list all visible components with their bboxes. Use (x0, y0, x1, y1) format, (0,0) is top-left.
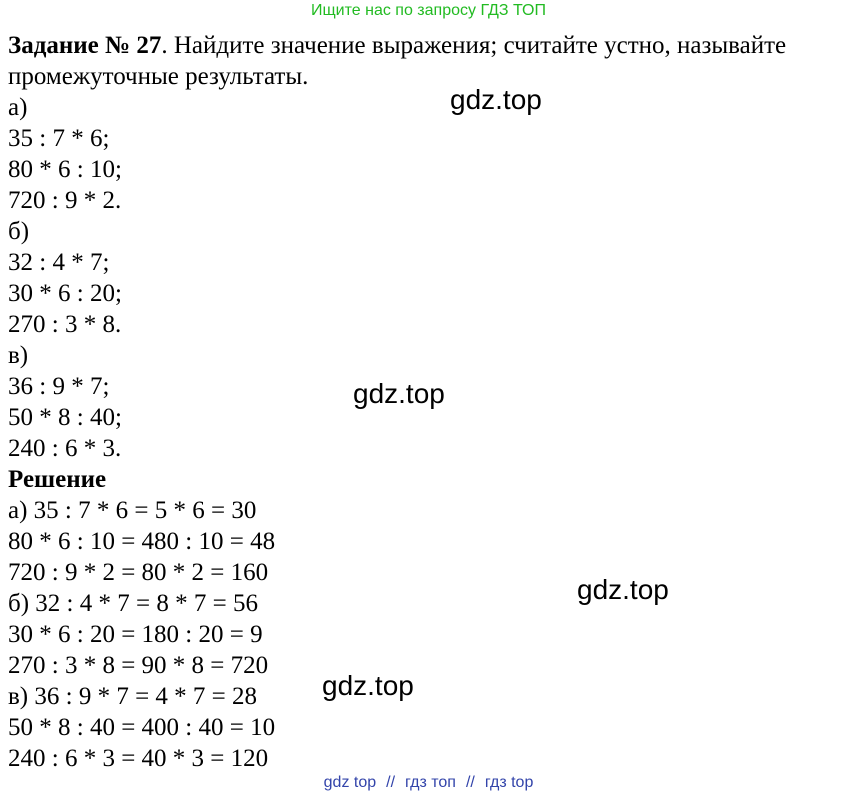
top-banner[interactable]: Ищите нас по запросу ГДЗ ТОП (311, 2, 546, 19)
part-label-v: в) (8, 342, 29, 369)
solution-line: в) 36 : 9 * 7 = 4 * 7 = 28 (8, 683, 258, 710)
watermark: gdz.top (450, 84, 542, 115)
footer-separator: // (465, 774, 475, 791)
footer-link[interactable]: gdz top (323, 774, 377, 791)
footer-link[interactable]: гдз топ (405, 774, 456, 791)
expression: 80 * 6 : 10; (8, 156, 122, 183)
solution-line: 30 * 6 : 20 = 180 : 20 = 9 (8, 621, 263, 648)
task-text: . Найдите значение выражения; считайте устно, называйте промежуточные результаты. (8, 32, 787, 90)
expression: 35 : 7 * 6; (8, 125, 110, 152)
watermark: gdz.top (322, 670, 414, 701)
solution-line: 720 : 9 * 2 = 80 * 2 = 160 (8, 559, 269, 586)
expression: 240 : 6 * 3. (8, 435, 122, 462)
solution-line: 270 : 3 * 8 = 90 * 8 = 720 (8, 652, 269, 679)
solution-heading: Решение (8, 466, 107, 493)
part-label-b: б) (8, 218, 30, 245)
solution-line: 50 * 8 : 40 = 400 : 40 = 10 (8, 714, 276, 741)
footer-link[interactable]: гдз top (484, 774, 534, 791)
expression: 270 : 3 * 8. (8, 311, 122, 338)
solution-line: б) 32 : 4 * 7 = 8 * 7 = 56 (8, 590, 258, 617)
solution-line: а) 35 : 7 * 6 = 5 * 6 = 30 (8, 497, 257, 524)
expression: 30 * 6 : 20; (8, 280, 122, 307)
watermark: gdz.top (577, 574, 669, 605)
solution-line: 80 * 6 : 10 = 480 : 10 = 48 (8, 528, 276, 555)
expression: 32 : 4 * 7; (8, 249, 110, 276)
part-label-a: а) (8, 94, 28, 121)
expression: 720 : 9 * 2. (8, 187, 122, 214)
watermark: gdz.top (353, 378, 445, 409)
expression: 50 * 8 : 40; (8, 404, 122, 431)
footer-links (0, 774, 857, 792)
task-statement (8, 30, 853, 92)
task-title: Задание № 27 (8, 32, 162, 59)
expression: 36 : 9 * 7; (8, 373, 110, 400)
footer-separator: // (386, 774, 396, 791)
solution-line: 240 : 6 * 3 = 40 * 3 = 120 (8, 745, 269, 772)
